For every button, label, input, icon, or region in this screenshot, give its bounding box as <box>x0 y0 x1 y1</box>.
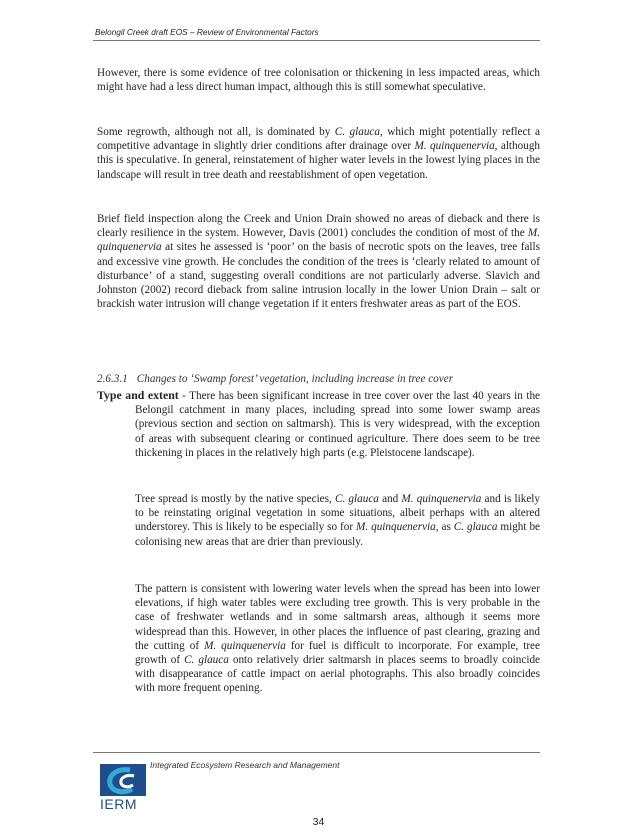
indented-paragraph-2-text: The pattern is consistent with lowering water levels when the spread has been into lower elevations, if high water tables were excluding tree growth. This is very probable in the case of freshwater wetlands and in some saltmarsh areas, although it seems more widespread than this. However, in other places the influence of past clearing, grazing and the cutting of M. quinquenervia for fuel is difficult to incorporate. For example, tree growth of C. glauca onto relatively drier saltmarsh in places seems to broadly coincide with disappearance of cattle impact on aerial photographs. This also broadly coincides with more frequent opening. <box>135 583 540 695</box>
footer-tagline: Integrated Ecosystem Research and Management <box>150 760 340 770</box>
paragraph-1 <box>97 66 540 94</box>
header-rule <box>93 40 540 41</box>
paragraph-3 <box>97 212 540 311</box>
indented-paragraph-1 <box>135 492 540 549</box>
footer-rule <box>93 752 540 753</box>
paragraph-3-text: Brief field inspection along the Creek and Union Drain showed no areas of dieback and there is clearly resilience in the system. However, Davis (2001) concludes the condition of most of the M. quinquenervia at sites he assessed is ‘poor’ on the basis of necrotic spots on the leaves, tree falls and excessive vine growth. He concludes the condition of the trees is ‘clearly related to amount of disturbance’ of a stand, suggesting overall conditions are not particularly adverse. Slavich and Johnston (2002) record dieback from saline intrusion locally in the lower Union Drain – salt or brackish water intrusion will change vegetation if it enters freshwater areas as part of the EOS. <box>97 213 540 311</box>
indented-paragraph-1-text: Tree spread is mostly by the native species, C. glauca and M. quinquenervia and is likely to be reinstating original vegetation in some situations, albeit perhaps with an altered understorey. This is likely to be especially so for M. quinquenervia, as C. glauca might be colonising new areas that are drier than previously. <box>135 493 541 548</box>
type-and-extent-paragraph <box>97 388 540 460</box>
type-and-extent-text: Type and extent - There has been significant increase in tree cover over the last 40 years in the Belongil catchment in many places, including spread into some lower swamp areas (previous section and section on saltmarsh). This is very widespread, with the exception of areas with subsequent clearing or continued agriculture. There does seem to be tree thickening in places in the relatively high parts (e.g. Pleistocene landscape). <box>97 388 541 459</box>
subsection-title: Changes to ‘Swamp forest’ vegetation, including increase in tree cover <box>136 373 454 385</box>
page-number: 34 <box>312 816 325 828</box>
indented-paragraph-2 <box>135 582 540 696</box>
logo-text: IERM <box>100 796 137 812</box>
paragraph-2-text: Some regrowth, although not all, is dominated by C. glauca, which might potentially reflect a competitive advantage in slightly drier conditions after drainage over M. quinquenervia, although this is speculative. In general, reinstatement of higher water levels in the lowest lying places in the landscape will result in tree death and reestablishment of open vegetation. <box>97 126 541 181</box>
paragraph-2 <box>97 125 540 182</box>
running-header: Belongil Creek draft EOS – Review of Environmental Factors <box>95 27 319 37</box>
paragraph-1-text: However, there is some evidence of tree colonisation or thickening in less impacted areas, which might have had a less direct human impact, although this is still somewhat speculative. <box>97 67 540 94</box>
lead-label: Type and extent <box>97 388 179 402</box>
subsection-heading <box>97 373 540 385</box>
subsection-number: 2.6.3.1 <box>97 373 128 385</box>
